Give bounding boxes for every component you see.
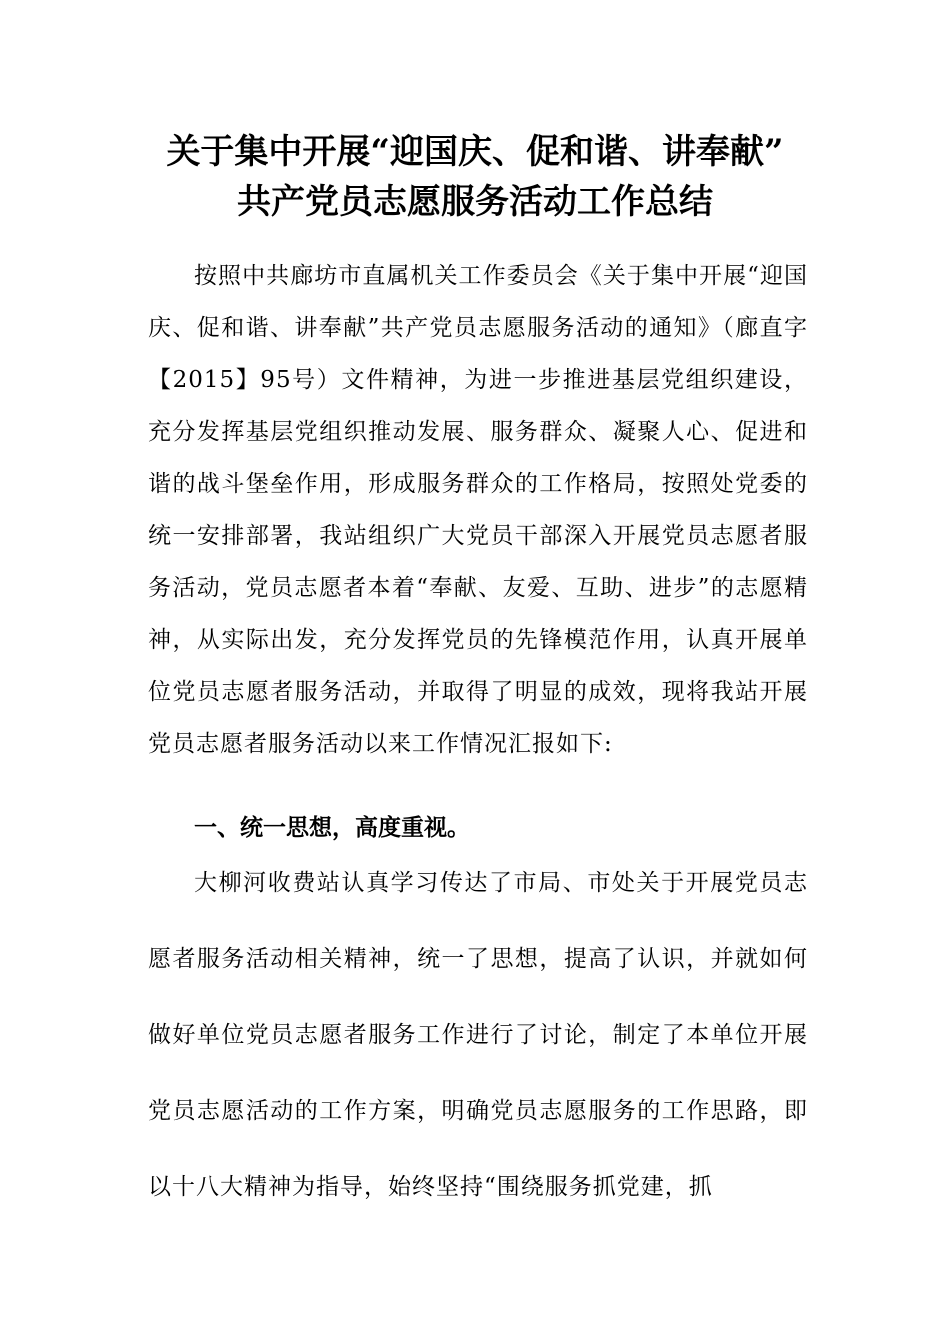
section-1-paragraph: 大柳河收费站认真学习传达了市局、市处关于开展党员志愿者服务活动相关精神，统一了思想，提高了认识，并就如何做好单位党员志愿者服务工作进行了讨论，制定了本单位开展党员志愿活动的工作方案，明确党员志愿服务的工作思路，即以十八大精神为指导，始终坚持“围绕服务抓党建，抓 xyxy=(148,870,808,1200)
document-title-line-2: 共产党员志愿服务活动工作总结 xyxy=(237,182,713,222)
document-title-line-1: 关于集中开展“迎国庆、促和谐、讲奉献” xyxy=(166,132,784,172)
section-heading-1: 一、统一思想，高度重视。 xyxy=(194,815,470,841)
intro-paragraph: 按照中共廊坊市直属机关工作委员会《关于集中开展“迎国庆、促和谐、讲奉献”共产党员志愿服务活动的通知》（廊直字【2015】95号）文件精神，为进一步推进基层党组织建设，充分发挥基层党组织推动发展、服务群众、凝聚人心、促进和谐的战斗堡垒作用，形成服务群众的工作格局，按照处党委的统一安排部署，我站组织广大党员干部深入开展党员志愿者服务活动，党员志愿者本着“奉献、友爱、互助、进步”的志愿精神，从实际出发，充分发挥党员的先锋模范作用，认真开展单位党员志愿者服务活动，并取得了明显的成效，现将我站开展党员志愿者服务活动以来工作情况汇报如下: xyxy=(148,263,808,757)
